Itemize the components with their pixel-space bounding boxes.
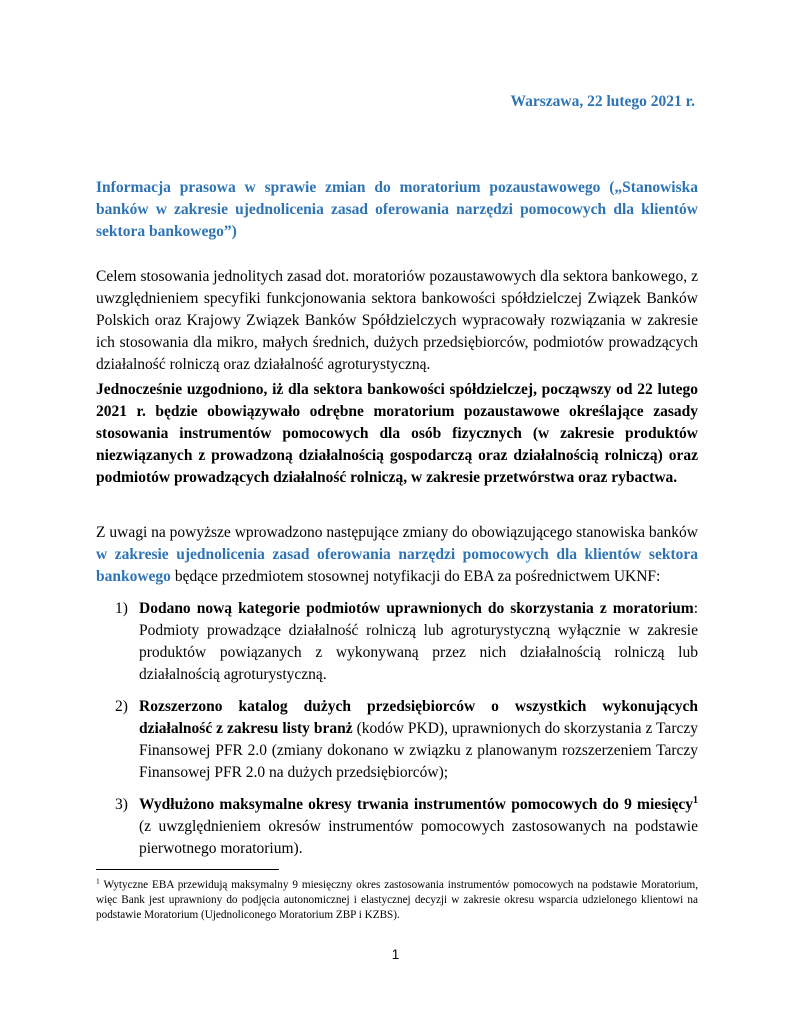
footnote-separator: [96, 869, 279, 870]
footnote: [96, 878, 698, 923]
list-item: [96, 696, 698, 784]
paragraph-changes-text-end: będące przedmiotem stosownej notyfikacji do EBA za pośrednictwem UKNF:: [170, 568, 661, 585]
list-item-heading: Dodano nową kategorie podmiotów uprawnionych do skorzystania z moratorium: [139, 600, 694, 617]
list-item-text: : Podmioty prowadzące działalność rolniczą lub agroturystyczną wyłącznie w zakresie produktów powiązanych z wykonywaną przez nich działalnością rolniczą lub działalnością agroturystyczną.: [139, 600, 698, 683]
list-item-number: 1): [115, 600, 128, 617]
document-title: Informacja prasowa w sprawie zmian do moratorium pozaustawowego („Stanowiska banków w zakresie ujednolicenia zasad oferowania narzędzi pomocowych dla klientów sektora bankowego”): [96, 179, 698, 240]
paragraph-changes-intro: [96, 522, 698, 588]
list-item-text: (z uwzględnieniem okresów instrumentów pomocowych zastosowanych na podstawie pierwotnego moratorium).: [139, 818, 698, 857]
page-number: 1: [391, 947, 400, 962]
footnote-marker: 1: [96, 876, 100, 886]
list-item: [96, 598, 698, 686]
list-item: [96, 794, 698, 860]
list-item-number: 2): [115, 698, 128, 715]
paragraph-agreement: Jednocześnie uzgodniono, iż dla sektora bankowości spółdzielczej, począwszy od 22 lutego 2021 r. będzie obowiązywało odrębne moratorium pozaustawowe określające zasady stosowania instrumentów pomocowych dla osób fizycznych (w zakresie produktów niezwiązanych z prowadzoną działalnością gospodarczą oraz działalnością rolniczą) oraz podmiotów prowadzących działalność rolniczą, w zakresie przetwórstwa oraz rybactwa.: [96, 381, 698, 486]
footnote-text: Wytyczne EBA przewidują maksymalny 9 miesięczny okres zastosowania instrumentów pomocowych na podstawie Moratorium, więc Bank jest uprawniony do podjęcia autonomicznej i elastycznej decyzji w zakresie okresu wsparcia udzielonego klientowi na podstawie Moratorium (Ujednoliconego Moratorium ZBP i KZBS).: [96, 879, 698, 921]
document-date: Warszawa, 22 lutego 2021 r.: [510, 93, 695, 110]
paragraph-changes-highlight: w zakresie ujednolicenia zasad oferowania narzędzi pomocowych dla klientów sektora bankowego: [96, 546, 698, 585]
list-item-text: (kodów PKD), uprawnionych do skorzystania z Tarczy Finansowej PFR 2.0 (zmiany dokonano w związku z planowanym rozszerzeniem Tarczy Finansowej PFR 2.0 na dużych przedsiębiorców);: [139, 720, 698, 781]
list-item-number: 3): [115, 796, 128, 813]
paragraph-intro: Celem stosowania jednolitych zasad dot. moratoriów pozaustawowych dla sektora bankowego, z uwzględnieniem specyfiki funkcjonowania sektora bankowości spółdzielczej Związek Banków Polskich oraz Krajowy Związek Banków Spółdzielczych wypracowały rozwiązania w zakresie ich stosowania dla mikro, małych średnich, dużych przedsiębiorców, podmiotów prowadzących działalność rolniczą oraz działalność agroturystyczną.: [96, 268, 698, 373]
paragraph-changes-text: Z uwagi na powyższe wprowadzono następujące zmiany do obowiązującego stanowiska banków: [96, 524, 698, 541]
footnote-reference[interactable]: 1: [693, 794, 698, 806]
list-item-heading: Rozszerzono katalog dużych przedsiębiorców o wszystkich wykonujących działalność z zakresu listy branż: [139, 698, 698, 737]
changes-list: [96, 598, 698, 870]
list-item-heading: Wydłużono maksymalne okresy trwania instrumentów pomocowych do 9 miesięcy: [139, 796, 693, 813]
